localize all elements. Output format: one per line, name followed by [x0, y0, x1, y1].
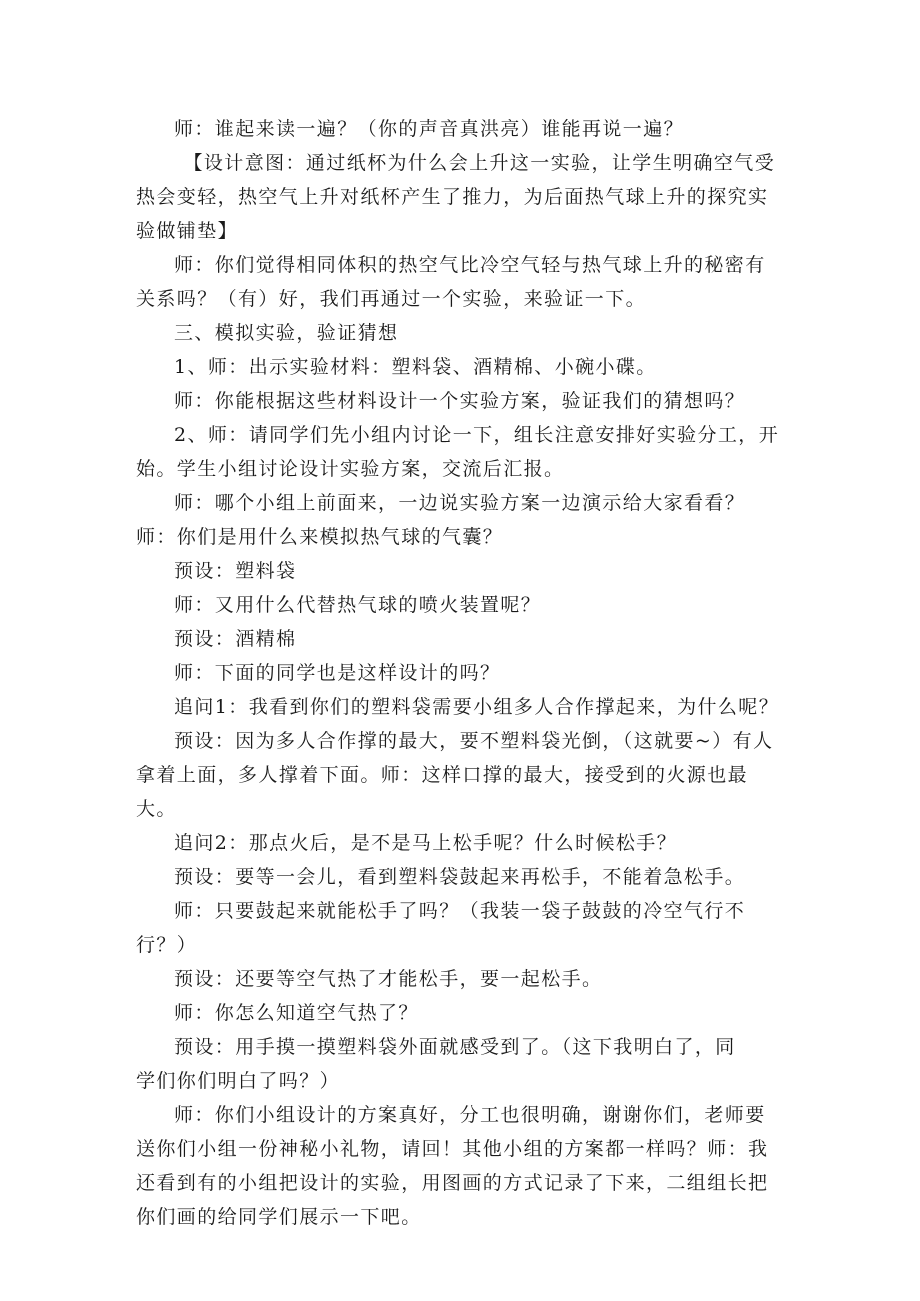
paragraph-15: 追问2：那点火后，是不是马上松手呢？什么时候松手？ — [174, 832, 678, 854]
paragraph-7: 2、师：请同学们先小组内讨论一下，组长注意安排好实验分工，开始。学生小组讨论设计实验方案，交流后汇报。 — [136, 424, 780, 480]
paragraph-5: 1、师：出示实验材料：塑料袋、酒精棉、小碗小碟。 — [174, 356, 657, 378]
section-heading: 三、模拟实验，验证猜想 — [174, 322, 399, 344]
paragraph-20-continuation: 学们你们明白了吗？） — [136, 1070, 341, 1092]
paragraph-9: 预设：塑料袋 — [174, 560, 297, 582]
paragraph-12: 师：下面的同学也是这样设计的吗？ — [174, 662, 501, 684]
paragraph-13: 追问1：我看到你们的塑料袋需要小组多人合作撑起来，为什么呢？ — [174, 696, 780, 718]
paragraph-design-intent: 【设计意图：通过纸杯为什么会上升这一实验，让学生明确空气受热会变轻，热空气上升对纸杯产生了推力，为后面热气球上升的探究实验做铺垫】 — [136, 152, 776, 242]
paragraph-17: 师：只要鼓起来就能松手了吗？（我装一袋子鼓鼓的冷空气行不行？） — [136, 900, 746, 956]
paragraph-8: 师：哪个小组上前面来，一边说实验方案一边演示给大家看看？师：你们是用什么来模拟热气球的气囊？ — [136, 492, 746, 548]
paragraph-20: 预设：用手摸一摸塑料袋外面就感受到了。（这下我明白了，同 — [174, 1036, 736, 1058]
paragraph-14: 预设：因为多人合作撑的最大，要不塑料袋光倒，（这就要~）有人拿着上面，多人撑着下面。师：这样口撑的最大，接受到的火源也最大。 — [136, 730, 774, 820]
paragraph-22: 师：你们小组设计的方案真好，分工也很明确，谢谢你们，老师要送你们小组一份神秘小礼物，请回！其他小组的方案都一样吗？师：我还看到有的小组把设计的实验，用图画的方式记录了下来，二组组长把你们画的给同学们展示一下吧。 — [136, 1104, 769, 1228]
paragraph-16: 预设：要等一会儿，看到塑料袋鼓起来再松手，不能着急松手。 — [174, 866, 746, 888]
paragraph-18: 预设：还要等空气热了才能松手，要一起松手。 — [174, 968, 603, 990]
document-body — [136, 112, 784, 1234]
paragraph-1: 师：谁起来读一遍？（你的声音真洪亮）谁能再说一遍？ — [174, 118, 685, 140]
paragraph-10: 师：又用什么代替热气球的喷火装置呢？ — [174, 594, 542, 616]
paragraph-11: 预设：酒精棉 — [174, 628, 297, 650]
paragraph-6: 师：你能根据这些材料设计一个实验方案，验证我们的猜想吗？ — [174, 390, 746, 412]
paragraph-19: 师：你怎么知道空气热了？ — [174, 1002, 419, 1024]
paragraph-3: 师：你们觉得相同体积的热空气比冷空气轻与热气球上升的秘密有关系吗？（有）好，我们再通过一个实验，来验证一下。 — [136, 254, 766, 310]
